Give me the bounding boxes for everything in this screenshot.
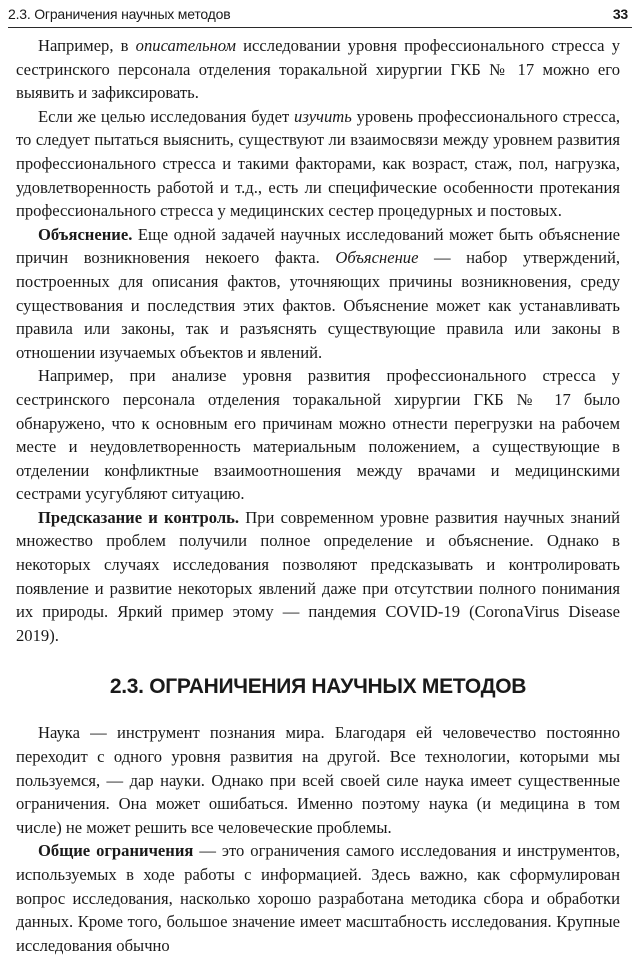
paragraph-text: Например, при анализе уровня развития профессионального стресса у сестринского персонала отделения торакальной хирургии ГКБ № 17 было обнаружено, что к основным его причинам можно отнести перегрузки на рабочем месте и неудовлетворенность материальным положением, а существующие в отделении конфликтные взаимоотношения между врачами и медицинскими сестрами усугубляют ситуацию. [16, 366, 620, 504]
paragraph-text: Еще одной задачей научных исследований может быть объяснение причин возникновения некоего факта. [16, 224, 620, 268]
section-heading: 2.3. ОГРАНИЧЕНИЯ НАУЧНЫХ МЕТОДОВ [109, 675, 527, 699]
page-number: 33 [612, 6, 628, 22]
bold-term-general-limitations: Общие ограничения [38, 841, 194, 861]
paragraph-text: Если же целью исследования будет [38, 106, 295, 126]
paragraph-text: уровень профессионального стресса, то следует пытаться выяснить, существуют ли взаимосвязи между уровнем развития профессионального стресса и такими факторами, как возраст, стаж, пол, нагрузка, удовлетворенность работой и т.д., есть ли специфические особенности протекания профессионального стресса у медицинских сестер процедурных и постовых. [16, 106, 621, 221]
paragraph-analysis-example [16, 364, 620, 506]
paragraph-explanation [16, 223, 620, 365]
running-title: 2.3. Ограничения научных методов [8, 6, 231, 22]
bold-term-explanation: Объяснение. [38, 224, 133, 244]
page-body [16, 34, 620, 957]
paragraph-prediction-control [16, 506, 620, 648]
bold-term-prediction: Предсказание и контроль. [38, 507, 240, 527]
paragraph-science-tool [16, 721, 620, 839]
italic-term-descriptive: описательном [135, 36, 237, 55]
paragraph-text: исследовании уровня профессионального стресса у сестринского персонала отделения торакальной хирургии ГКБ № 17 можно его выявить и зафиксировать. [16, 36, 620, 103]
italic-term-explanation: Объяснение [335, 248, 419, 268]
paragraph-text: Например, в [38, 36, 136, 55]
paragraph-text: — набор утверждений, построенных для описания фактов, уточняющих причины возникновения, среду существования и последствия этих фактов. Объяснение может как устанавливать правила или законы, так и разъяснять существующие правила или законы в отношении изучаемых объектов и явлений. [16, 248, 620, 362]
italic-term-study: изучить [294, 106, 352, 126]
running-header [8, 0, 632, 28]
paragraph-study-goal [16, 105, 620, 223]
paragraph-text: При современном уровне развития научных знаний множество проблем получили полное определение и объяснение. Однако в некоторых случаях исследования позволяют предсказывать и контролировать появление и развитие некоторых явлений даже при отсутствии полного понимания их природы. Яркий пример этому — пандемия COVID-19 (CoronaVirus Disease 2019). [16, 507, 620, 645]
paragraph-general-limitations [16, 839, 620, 957]
paragraph-text: Наука — инструмент познания мира. Благодаря ей человечество постоянно переходит с одного уровня развития на другой. Все технологии, которыми мы пользуемся, — дар науки. Однако при всей своей силе наука имеет существенные ограничения. Она может ошибаться. Именно поэтому наука (и медицина в том числе) не может решить все человеческие проблемы. [16, 723, 620, 837]
paragraph-descriptive-example [16, 34, 620, 105]
paragraph-text: — это ограничения самого исследования и инструментов, используемых в ходе работы с информацией. Здесь важно, как сформулирован вопрос исследования, насколько хорошо разработана методика сбора и обработки данных. Кроме того, большое значение имеет масштабность исследования. Крупные исследования обычно [16, 841, 620, 955]
